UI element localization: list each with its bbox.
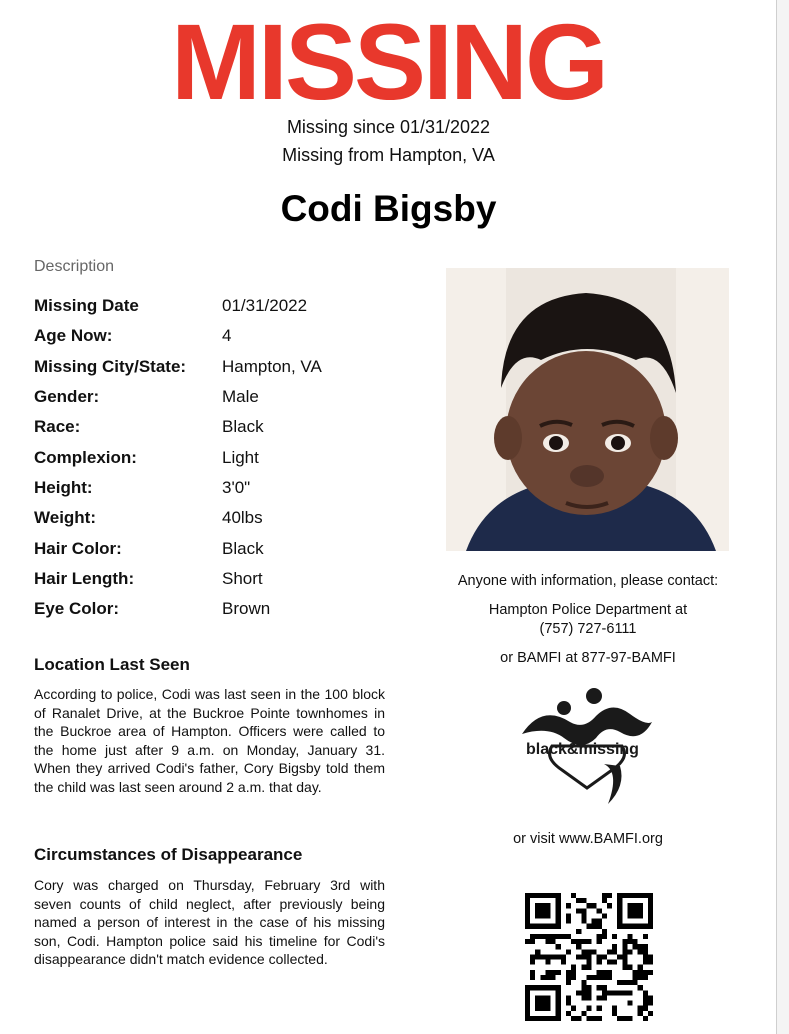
- detail-key: Missing City/State:: [34, 356, 187, 376]
- detail-key: Hair Color:: [34, 538, 122, 558]
- bamfi-website-link[interactable]: or visit www.BAMFI.org: [513, 831, 663, 847]
- detail-value: 3'0": [222, 477, 251, 497]
- detail-row: [34, 594, 322, 624]
- page-edge: [776, 0, 789, 1034]
- detail-key: Age Now:: [34, 326, 113, 346]
- detail-row: [34, 473, 322, 503]
- detail-key: Hair Length:: [34, 568, 135, 588]
- black-and-missing-logo: [512, 686, 662, 808]
- logo-text: black&missing: [526, 741, 639, 758]
- detail-value: Brown: [222, 599, 271, 619]
- detail-row: [34, 503, 322, 533]
- detail-key: Eye Color:: [34, 599, 120, 619]
- detail-key: Race:: [34, 417, 81, 437]
- bamfi-phone[interactable]: or BAMFI at 877-97-BAMFI: [500, 650, 676, 666]
- detail-row: [34, 291, 322, 321]
- detail-value: Black: [222, 417, 264, 437]
- detail-key: Gender:: [34, 387, 100, 407]
- detail-key: Height:: [34, 477, 93, 497]
- detail-value: 01/31/2022: [222, 296, 308, 316]
- detail-row: [34, 442, 322, 472]
- detail-value: 4: [222, 326, 232, 346]
- location-title: Location Last Seen: [34, 655, 190, 674]
- detail-value: Hampton, VA: [222, 356, 322, 376]
- detail-row: [34, 412, 322, 442]
- detail-key: Weight:: [34, 508, 97, 528]
- detail-row: [34, 382, 322, 412]
- circumstances-text: Cory was charged on Thursday, February 3rd with seven counts of child neglect, after previously being named a person of interest in the case of his missing son, Codi. Hampton police said his timeline for Codi's disappearance didn't match evidence collected.: [34, 877, 385, 968]
- detail-row: [34, 564, 322, 594]
- description-table: [34, 291, 322, 624]
- detail-value: Light: [222, 447, 259, 467]
- detail-row: [34, 352, 322, 382]
- police-phone[interactable]: (757) 727-6111: [539, 621, 637, 637]
- detail-row: [34, 533, 322, 563]
- detail-key: Complexion:: [34, 447, 137, 467]
- detail-value: Male: [222, 387, 259, 407]
- missing-person-photo: [446, 268, 729, 551]
- detail-value: 40lbs: [222, 508, 263, 528]
- police-department: Hampton Police Department at: [488, 602, 688, 618]
- missing-since-text: Missing since 01/31/2022: [286, 117, 491, 137]
- missing-from-text: Missing from Hampton, VA: [282, 145, 495, 165]
- detail-row: [34, 321, 322, 351]
- qr-code-icon[interactable]: [525, 893, 653, 1021]
- location-text: According to police, Codi was last seen in the 100 block of Ranalet Drive, at the Buckroe Pointe townhomes in the Buckroe area of Hampton. Officers were called to the home just after 9 a.m. on Monday, January 31. When they arrived Codi's father, Cory Bigsby told them the child was last seen around 2 a.m. that day.: [34, 686, 385, 795]
- detail-value: Black: [222, 538, 264, 558]
- missing-person-name: Codi Bigsby: [280, 188, 497, 229]
- description-label: Description: [34, 258, 115, 275]
- circumstances-title: Circumstances of Disappearance: [34, 845, 303, 864]
- detail-key: Missing Date: [34, 296, 139, 316]
- detail-value: Short: [222, 568, 263, 588]
- missing-headline: MISSING: [170, 1, 607, 122]
- contact-intro: Anyone with information, please contact:: [457, 573, 719, 589]
